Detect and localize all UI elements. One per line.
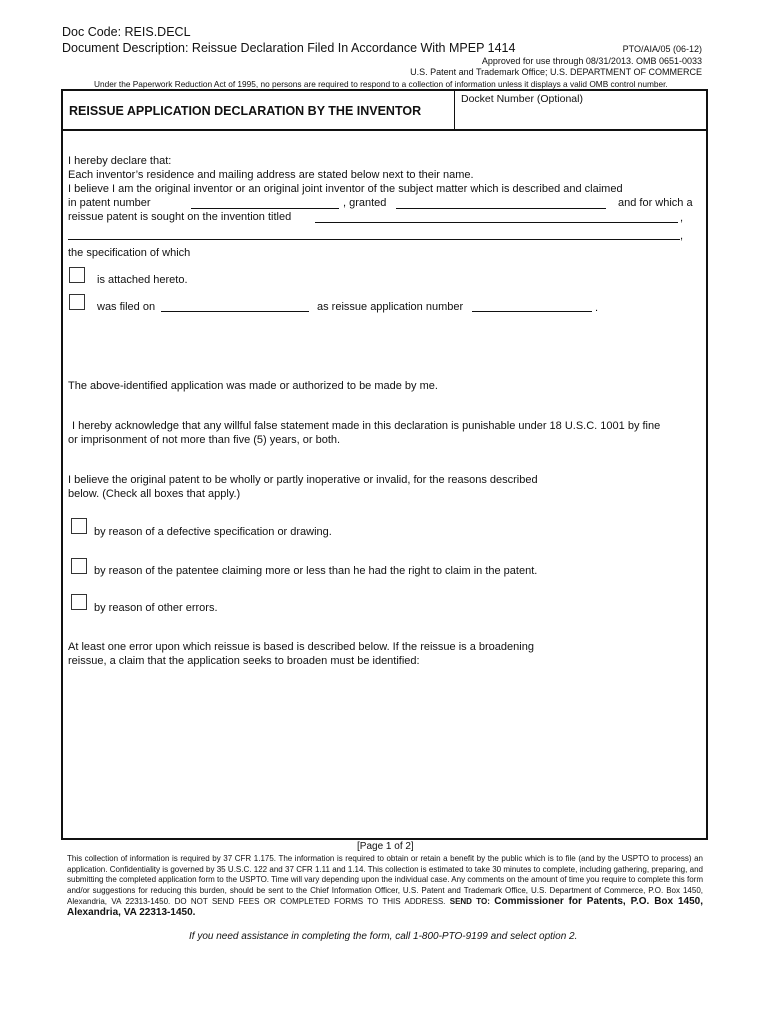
- spec-of-which-label: the specification of which: [68, 247, 191, 259]
- patentee-claiming-label: by reason of the patentee claiming more or less than he had the right to claim in the patent.: [94, 565, 538, 577]
- docket-number-label: Docket Number (Optional): [461, 93, 583, 105]
- omb-approval: Approved for use through 08/31/2013. OMB 0651-0033: [481, 56, 702, 66]
- was-filed-on-label: was filed on: [97, 301, 156, 313]
- agency-line: U.S. Patent and Trademark Office; U.S. DEPARTMENT OF COMMERCE: [410, 67, 702, 77]
- was-filed-checkbox[interactable]: [69, 294, 85, 310]
- burden-statement: [67, 854, 703, 918]
- send-to-address: Commissioner for Patents, P.O. Box 1450, Alexandria, VA 22313-1450.: [67, 895, 703, 918]
- declare-line-1: I hereby declare that:: [68, 155, 172, 167]
- declare-line-3: I believe I am the original inventor or an original joint inventor of the subject matter which is described and claimed: [68, 183, 623, 195]
- and-for-which-label: and for which a: [618, 197, 693, 209]
- patentee-claiming-checkbox[interactable]: [71, 558, 87, 574]
- title-comma: ,: [680, 212, 684, 224]
- error-description-field[interactable]: [67, 673, 702, 833]
- form-title: REISSUE APPLICATION DECLARATION BY THE INVENTOR: [69, 104, 422, 118]
- reissue-application-number-field[interactable]: [472, 311, 592, 312]
- acknowledge-line-1: I hereby acknowledge that any willful false statement made in this declaration is punishable under 18 U.S.C. 1001 by fine: [72, 420, 661, 432]
- declare-line-2: Each inventor’s residence and mailing address are stated below next to their name.: [68, 169, 474, 181]
- title-row: [63, 91, 706, 131]
- send-to-label: SEND TO:: [449, 896, 490, 906]
- invention-title-field[interactable]: [315, 222, 678, 223]
- other-errors-label: by reason of other errors.: [94, 602, 218, 614]
- authorized-statement: The above-identified application was made or authorized to be made by me.: [68, 380, 438, 392]
- defective-spec-checkbox[interactable]: [71, 518, 87, 534]
- attached-label: is attached hereto.: [97, 274, 188, 286]
- believe-line-1: I believe the original patent to be wholly or partly inoperative or invalid, for the reasons described: [68, 474, 538, 486]
- granted-date-field[interactable]: [396, 208, 606, 209]
- reissue-period: .: [595, 302, 599, 314]
- reissue-sought-label: reissue patent is sought on the invention titled: [68, 211, 292, 223]
- in-patent-number-label: in patent number: [68, 197, 151, 209]
- title-comma-2: ,: [680, 230, 684, 242]
- help-line: If you need assistance in completing the form, call 1-800-PTO-9199 and select option 2.: [189, 931, 578, 942]
- error-description-line-2: reissue, a claim that the application seeks to broaden must be identified:: [68, 655, 420, 667]
- page-number: [Page 1 of 2]: [357, 841, 414, 852]
- doc-description: Document Description: Reissue Declaration Filed In Accordance With MPEP 1414: [62, 41, 516, 55]
- believe-line-2: below. (Check all boxes that apply.): [68, 488, 241, 500]
- filed-on-date-field[interactable]: [161, 311, 309, 312]
- paperwork-notice: Under the Paperwork Reduction Act of 1995, no persons are required to respond to a collection of information unless it displays a valid OMB control number.: [94, 79, 668, 89]
- defective-spec-label: by reason of a defective specification or drawing.: [94, 526, 332, 538]
- reissue-number-label: as reissue application number: [317, 301, 464, 313]
- doc-code: Doc Code: REIS.DECL: [62, 25, 191, 39]
- invention-title-field-2[interactable]: [68, 239, 680, 240]
- granted-label: , granted: [343, 197, 387, 209]
- error-description-line-1: At least one error upon which reissue is based is described below. If the reissue is a broadening: [68, 641, 534, 653]
- attached-checkbox[interactable]: [69, 267, 85, 283]
- other-errors-checkbox[interactable]: [71, 594, 87, 610]
- docket-number-field[interactable]: [457, 107, 706, 129]
- form-id: PTO/AIA/05 (06-12): [622, 44, 702, 54]
- patent-number-field[interactable]: [191, 208, 339, 209]
- acknowledge-line-2: or imprisonment of not more than five (5) years, or both.: [68, 434, 341, 446]
- burden-text: This collection of information is required by 37 CFR 1.175. The information is required to obtain or retain a benefit by the public which is to file (and by the USPTO to process) an application. Confidentiality is governed by 35 U.S.C. 122 and 37 CFR 1.11 and 1.14. This collection is estimated to take 30 minutes to complete, including gathering, preparing, and submitting the completed application form to the USPTO. Time will vary depending upon the individual case. Any comments on the amount of time you require to complete this form and/or suggestions for reducing this burden, should be sent to the Chief Information Officer, U.S. Patent and Trademark Office, U.S. Department of Commerce, P.O. Box 1450, Alexandria, VA 22313-1450. DO NOT SEND FEES OR COMPLETED FORMS TO THIS ADDRESS.: [67, 854, 703, 906]
- declaration-form: [61, 89, 708, 840]
